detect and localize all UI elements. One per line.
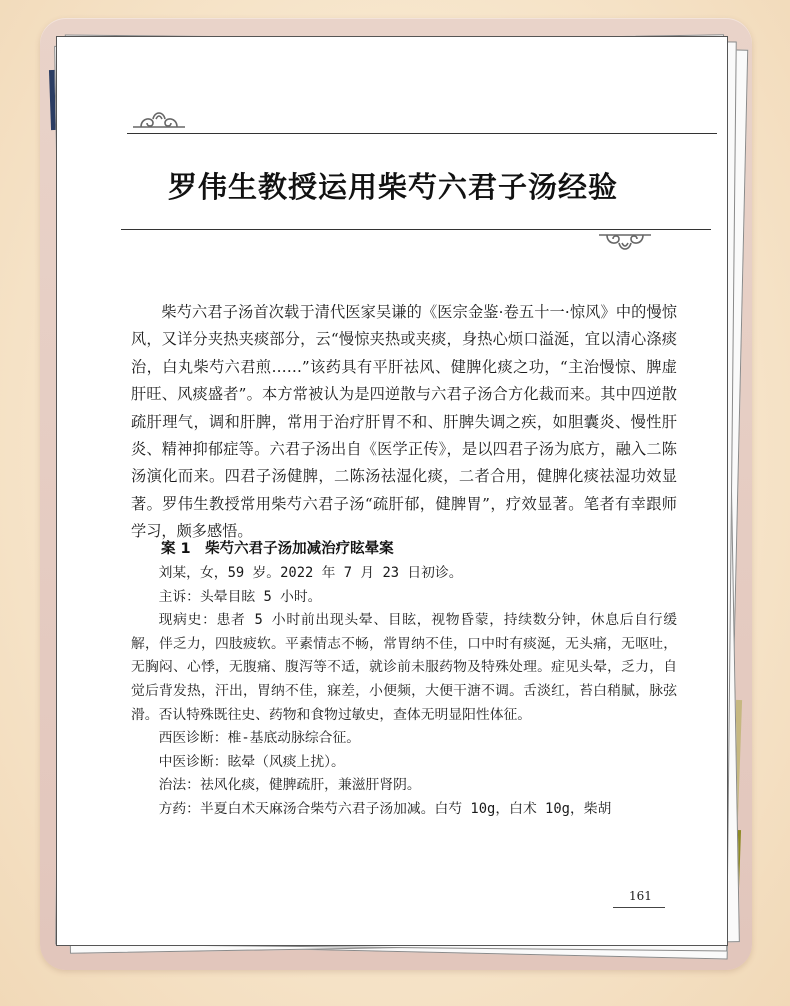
page-number: 161 <box>629 889 652 903</box>
case-line-complaint: 主诉：头晕目眩 5 小时。 <box>158 588 322 605</box>
page-title: 罗伟生教授运用柴芍六君子汤经验 <box>167 170 618 204</box>
case-line-tcm-diagnosis: 中医诊断：眩晕（风痰上扰）。 <box>158 753 345 770</box>
intro-text: 柴芍六君子汤首次载于清代医家吴谦的《医宗金鉴·卷五十一·惊风》中的慢惊风，又详分夹热夹痰部分，云“慢惊夹热或夹痰，身热心烦口溢涎，宜以清心涤痰治，白丸柴芍六君煎……”该药具有平肝祛风、健脾化痰之功，“主治慢惊、脾虚肝旺、风痰盛者”。本方常被认为是四逆散与六君子汤合方化裁而来。其中四逆散疏肝理气，调和肝脾，常用于治疗肝胃不和、肝脾失调之疾，如胆囊炎、慢性肝炎、精神抑郁症等。六君子汤出自《医学正传》，是以四君子汤为底方，融入二陈汤演化而来。四君子汤健脾，二陈汤祛湿化痰，二者合用，健脾化痰祛湿功效显著。罗伟生教授常用柴芍六君子汤“疏肝郁，健脾胃”，疗效显著。笔者有幸跟师学习，颇多感悟。 <box>131 303 677 541</box>
case-line-prescription: 方药：半夏白术天麻汤合柴芍六君子汤加减。白芍 10g，白术 10g，柴胡 <box>158 800 612 817</box>
case-line-patient: 刘某，女，59 岁。2022 年 7 月 23 日初诊。 <box>158 565 463 581</box>
case-heading: 案 1 柴芍六君子汤加减治疗眩晕案 <box>161 541 394 557</box>
book-page <box>56 36 728 946</box>
cloud-scroll-ornament-icon <box>597 233 653 255</box>
cloud-scroll-ornament-icon <box>131 107 187 129</box>
case-body <box>131 562 677 822</box>
header-rule <box>121 229 711 230</box>
case-line-treatment: 治法：祛风化痰，健脾疏肝，兼滋肝肾阴。 <box>158 777 421 794</box>
intro-paragraph <box>131 299 677 546</box>
case-line-history: 现病史：患者 5 小时前出现头晕、目眩，视物昏蒙，持续数分钟，休息后自行缓解，伴乏力，四肢疲软。平素情志不畅，常胃纳不佳，口中时有痰涎，无头痛，无呕吐，无胸闷、心悸，无腹痛、腹泻等不适，就诊前未服药物及特殊处理。症见头晕，乏力，自觉后背发热，汗出，胃纳不佳，寐差，小便频，大便干溏不调。舌淡红，苔白稍腻，脉弦滑。否认特殊既往史、药物和食物过敏史，查体无明显阳性体征。 <box>131 612 677 723</box>
header-rule <box>127 133 717 134</box>
case-line-western-diagnosis: 西医诊断：椎-基底动脉综合征。 <box>158 730 361 747</box>
page-number-rule <box>613 907 665 908</box>
